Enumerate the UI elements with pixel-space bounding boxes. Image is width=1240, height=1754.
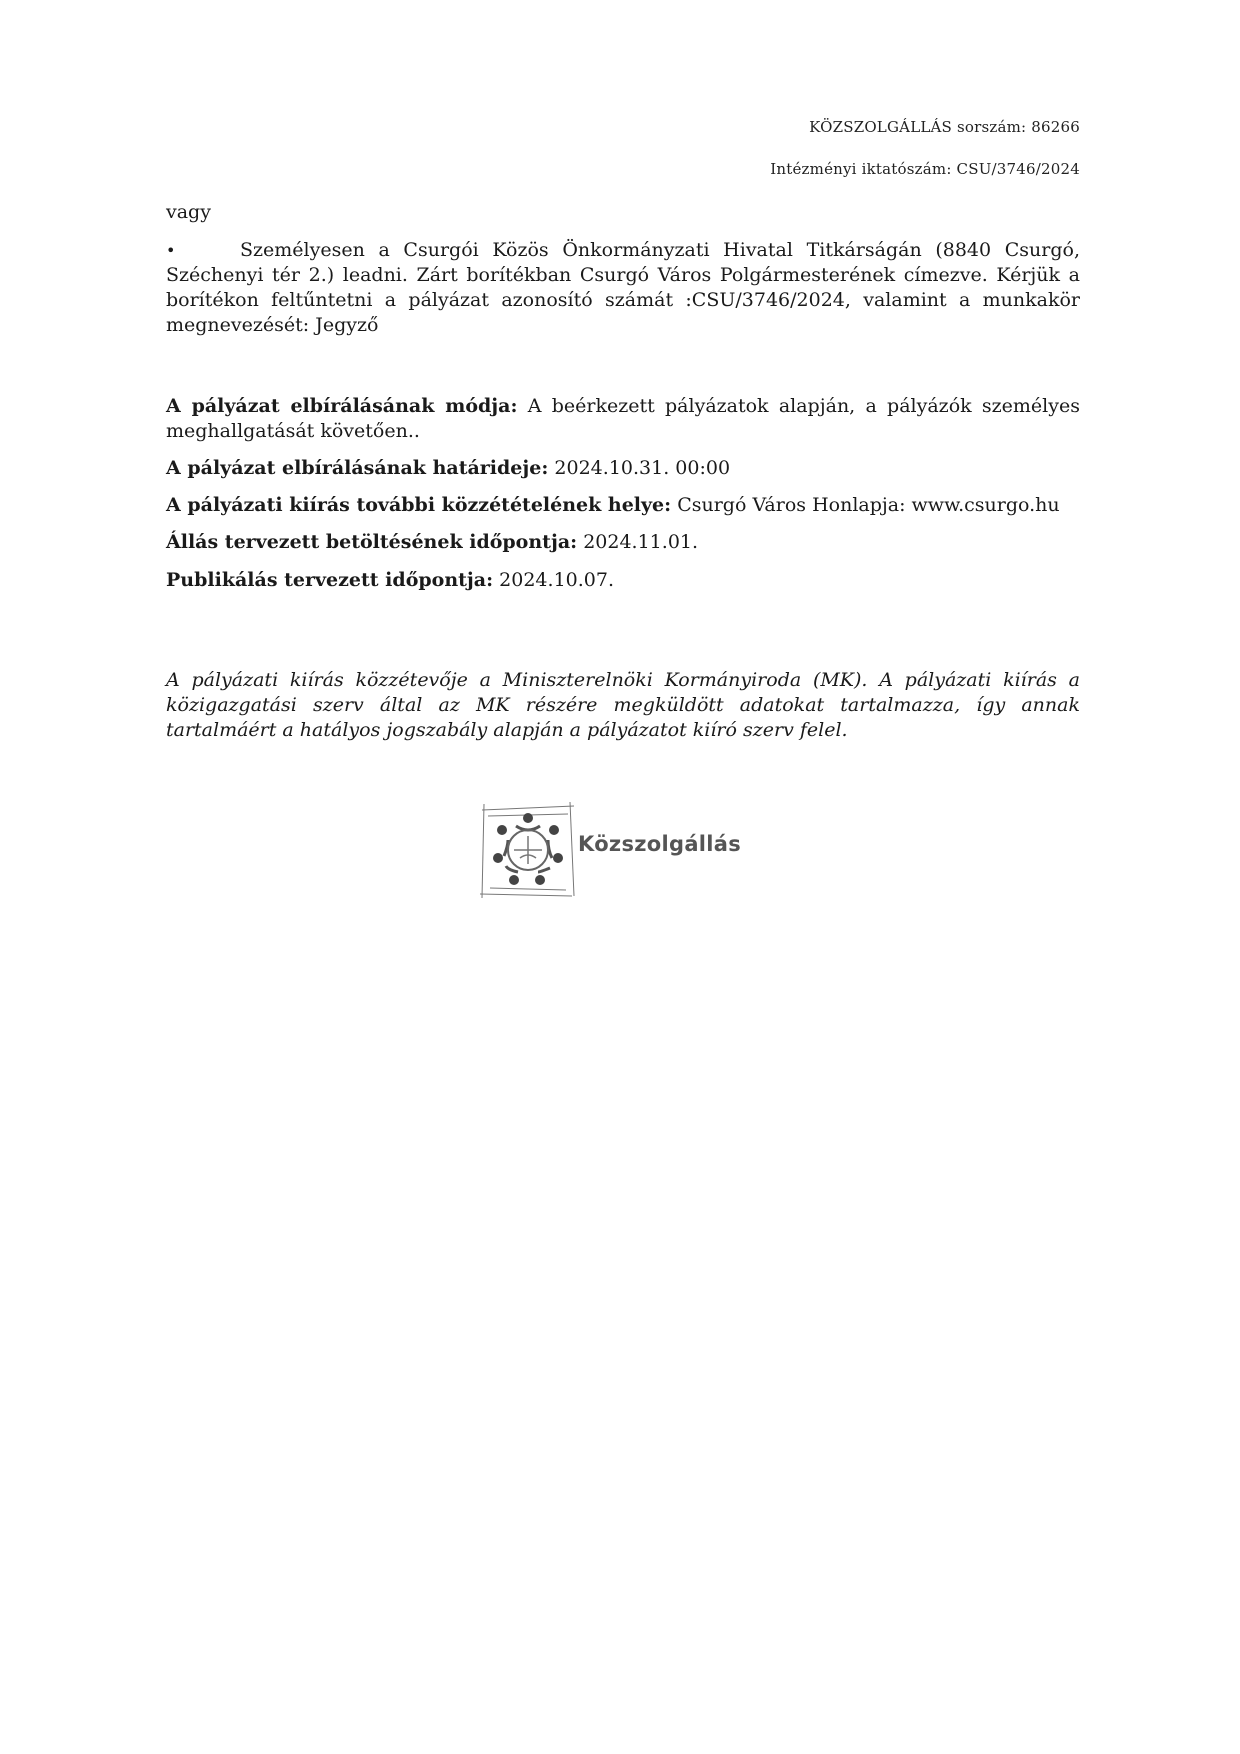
sorszam-header: KÖZSZOLGÁLLÁS sorszám: 86266 [809,118,1080,136]
info-value: 2024.10.31. 00:00 [554,457,731,479]
info-label: Publikálás tervezett időpontja: [166,569,494,591]
info-label: Állás tervezett betöltésének időpontja: [166,531,578,553]
iktatoszam-header: Intézményi iktatószám: CSU/3746/2024 [770,160,1080,178]
info-evaluation-deadline [166,456,1080,481]
kozszolgallas-logo-icon [478,800,578,900]
submission-bullet [166,238,1080,338]
info-value: A beérkezett pályázatok alapján, a pályázók személyes meghallgatását követően.. [166,395,1080,442]
logo-wordmark: Közszolgállás [578,832,742,856]
info-start-date [166,530,1080,555]
info-value: Csurgó Város Honlapja: www.csurgo.hu [677,494,1060,516]
bullet-symbol: • [166,241,176,260]
disclaimer-text: A pályázati kiírás közzétevője a Miniszterelnöki Kormányiroda (MK). A pályázati kiírás a közigazgatási szerv által az MK részére megküldött adatokat tartalmazza, így annak tartalmáért a hatályos jogszabály alapján a pályázatot kiíró szerv felel. [166,669,1080,741]
info-label: A pályázati kiírás további közzétételének helye: [166,494,672,516]
info-publication-place [166,493,1080,518]
info-label: A pályázat elbírálásának módja: [166,395,518,417]
bullet-text: Személyesen a Csurgói Közös Önkormányzati Hivatal Titkárságán (8840 Csurgó, Széchenyi tér 2.) leadni. Zárt borítékban Csurgó Város Polgármesterének címezve. Kérjük a borítékon feltűntetni a pályázat azonosító számát :CSU/3746/2024, valamint a munkakör megnevezését: Jegyző [166,239,1080,336]
info-value: 2024.10.07. [499,569,614,591]
info-evaluation-method [166,394,1080,444]
info-value: 2024.11.01. [583,531,699,553]
info-publish-date [166,568,1080,593]
kozszolgallas-logo [478,800,778,900]
info-label: A pályázat elbírálásának határideje: [166,457,549,479]
vagy-text: vagy [166,201,211,223]
